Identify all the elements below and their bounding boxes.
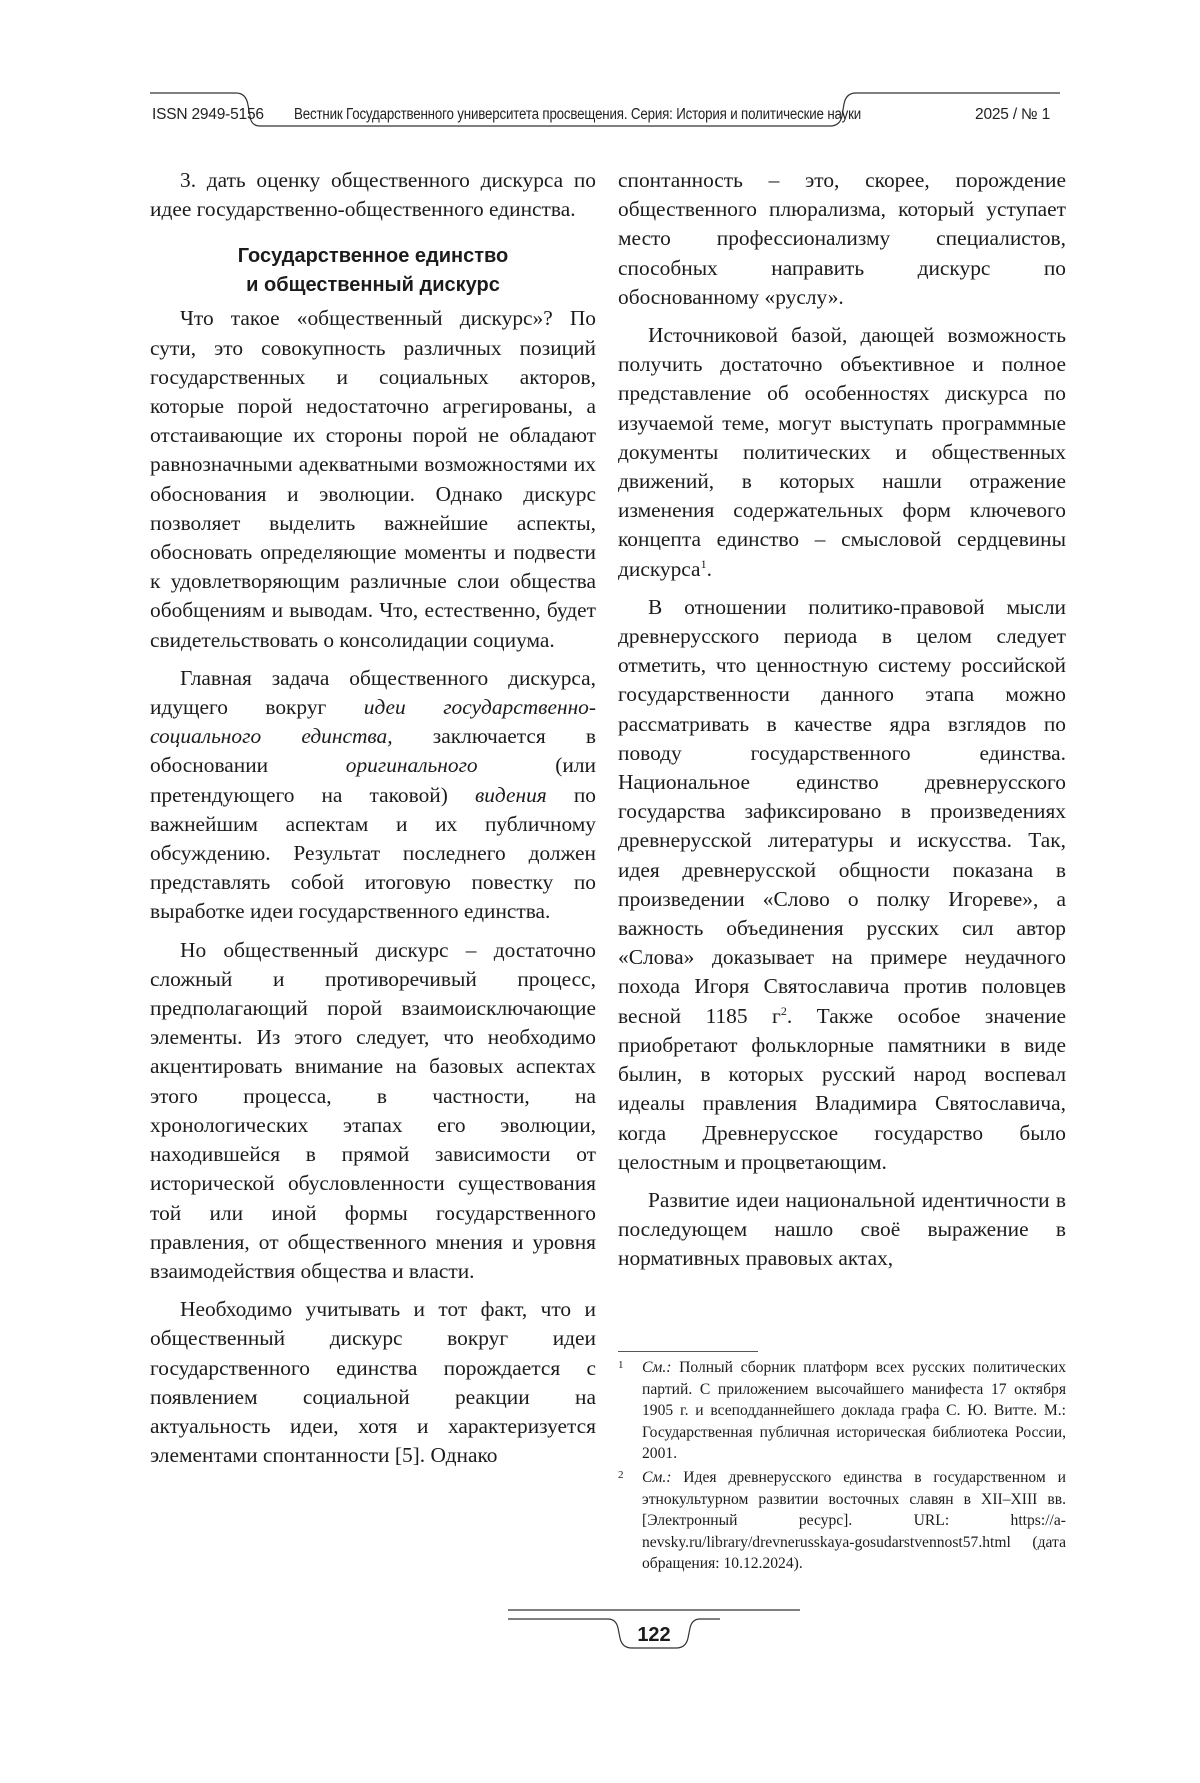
paragraph-main-task bbox=[150, 664, 596, 927]
paragraph-complex-process: Но общественный дискурс – достаточно сложный и противоречивый процесс, предполагающий порой взаимоисключающие элементы. Из этого следует, что необходимо акцентировать внимание на базовых аспектах этого процесса, в частности, на хронологических этапах его эволюции, находившейся в прямой зависимости от исторической обусловленности существования той или иной формы государственного правления, от общественного мнения и уровня взаимодействия общества и власти. bbox=[150, 937, 596, 1283]
paragraph-take-into-account: Необходимо учитывать и тот факт, что и общественный дискурс вокруг идеи государственного единства порождается с появлением социальной реакции на актуальность идеи, хотя и характеризуется элементами спонтанности [5]. Однако bbox=[150, 1297, 596, 1468]
footnote-see: См.: bbox=[642, 1468, 672, 1486]
section-heading bbox=[150, 242, 596, 300]
text-run: В отношении политико-правовой мысли древнерусского периода в целом следует отметить, что ценностную систему российской государственности данного этапа можно рассматривать в качестве ядра взглядов по поводу государственного единства. Национальное единство древнерусского государства зафиксировано в произведениях древнерусской литературы и искусства. Так, идея древнерусской общности показана в произведении «Слово о полку Игореве», а важность объединения русских сил автор «Слова» доказывает на примере неудачного похода Игоря Святославича против половцев весной 1185 г bbox=[618, 594, 1066, 1028]
text-run: (или претендующего на таковой) bbox=[150, 753, 596, 807]
footnote-1 bbox=[618, 1357, 1066, 1465]
text-run: заключается в обосновании bbox=[150, 724, 596, 778]
footnote-ref[interactable]: 1 bbox=[700, 556, 707, 571]
issn: ISSN 2949-5156 bbox=[152, 106, 264, 123]
journal-title: Вестник Государственного университета просвещения. Серия: История и политические науки bbox=[294, 106, 862, 123]
paragraph-spontaneity: спонтанность – это, скорее, порождение общественного плюрализма, который уступает место профессионализму специалистов, способных направить дискурс по обоснованному «руслу». bbox=[618, 168, 1066, 309]
left-column bbox=[150, 166, 596, 1479]
text-run: Главная задача общественного дискурса, идущего вокруг bbox=[150, 665, 596, 720]
footnotes bbox=[618, 1357, 1066, 1577]
paragraph-old-russian bbox=[618, 593, 1066, 1177]
page-number: 122 bbox=[637, 1624, 671, 1646]
emphasis: видения bbox=[474, 782, 547, 807]
footnote-2 bbox=[618, 1467, 1066, 1575]
paragraph-national-identity: Развитие идеи национальной идентичности в последующем нашло своё выражение в нормативных правовых актах, bbox=[618, 1187, 1066, 1271]
running-header bbox=[150, 92, 1060, 138]
heading-line-1: Государственное единство bbox=[237, 245, 509, 268]
text-run: . bbox=[706, 556, 712, 581]
page-number-block bbox=[508, 1606, 800, 1666]
paragraph-public-discourse: Что такое «общественный дискурс»? По сути, это совокупность различных позиций государственных и социальных акторов, которые порой недостаточно агрегированы, а отстаивающие их стороны порой не обладают равнозначными адекватными возможностями их обоснования и эволюции. Однако дискурс позволяет выделить важнейшие аспекты, обосновать определяющие моменты и подвести к удовлетворяющим различные слои общества обобщениям и выводам. Что, естественно, будет свидетельствовать о консолидации социума. bbox=[150, 306, 596, 652]
footnote-number: 1 bbox=[618, 1359, 624, 1371]
paragraph-intro: 3. дать оценку общественного дискурса по идее государственно-общественного единства. bbox=[150, 168, 596, 222]
footnote-number: 2 bbox=[618, 1468, 624, 1481]
footnote-ref[interactable]: 2 bbox=[780, 1003, 787, 1018]
issue-number: 2025 / № 1 bbox=[975, 106, 1050, 123]
text-run: по важнейшим аспектам и их публичному обсуждению. Результат последнего должен представлять собой итоговую повестку по выработке идеи государственного единства. bbox=[150, 782, 596, 924]
footnote-text: Идея древнерусского единства в государственном и этнокультурном развитии восточных славян в XII–XIII вв. [Электронный ресурс]. URL: https://a-nevsky.ru/library/drevnerusskaya-gosudarstvennost57.html (дата обращения: 10.12.2024). bbox=[642, 1468, 1066, 1573]
footnote-divider bbox=[618, 1351, 758, 1352]
text-run: . Также особое значение приобретают фольклорные памятники в виде былин, в которых русский народ воспевал идеалы правления Владимира Святославича, когда Древнерусское государство было целостным и процветающим. bbox=[618, 1003, 1067, 1174]
text-run: Источниковой базой, дающей возможность получить достаточно объективное и полное представление об особенностях дискурса по изучаемой теме, могут выступать программные документы политических и общественных движений, в которых нашли отражение изменения содержательных форм ключевого концепта единство – смысловой сердцевины дискурса bbox=[618, 323, 1066, 581]
right-column bbox=[618, 166, 1066, 1283]
footnote-see: См.: bbox=[642, 1359, 672, 1376]
emphasis: идеи государственно-социального единства, bbox=[150, 695, 597, 749]
emphasis: оригинального bbox=[345, 753, 478, 778]
heading-line-2: и общественный дискурс bbox=[246, 274, 500, 297]
footnote-text: Полный сборник платформ всех русских политических партий. С приложением высочайшего манифеста 17 октября 1905 г. и всеподданнейшего доклада графа С. Ю. Витте. М.: Государственная публичная историческая библиотека России, 2001. bbox=[642, 1359, 1066, 1463]
paragraph-source-base bbox=[618, 321, 1066, 584]
